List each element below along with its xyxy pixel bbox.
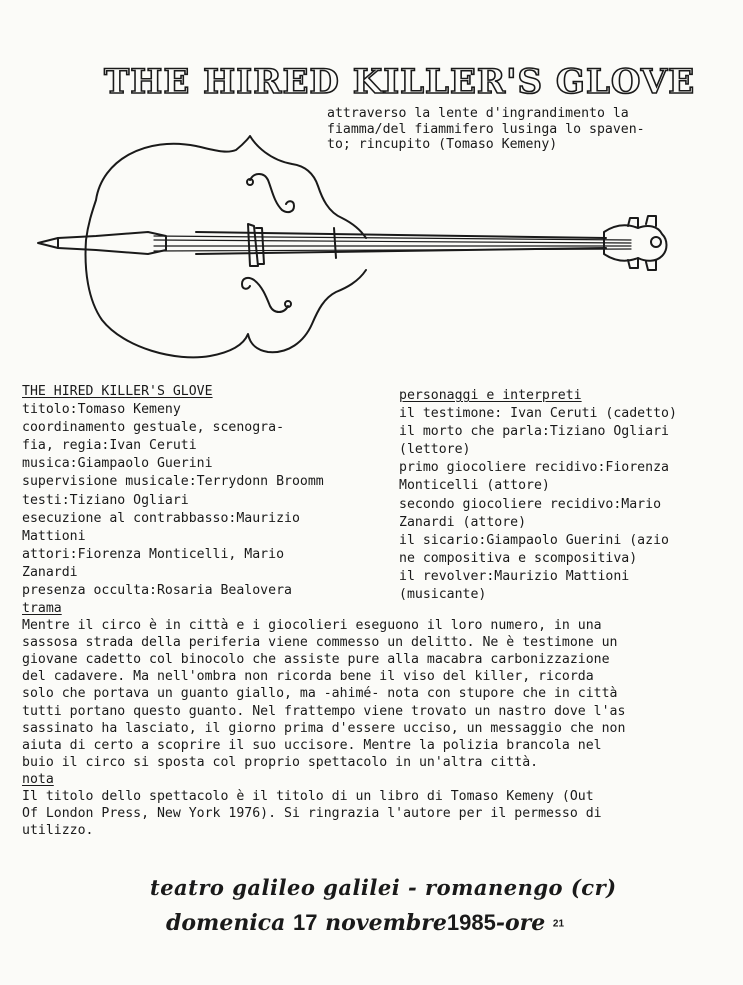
nota-heading: nota xyxy=(22,771,54,787)
cast-line: (lettore) xyxy=(399,442,471,458)
synopsis-section xyxy=(22,600,732,839)
trama-line: tutti portano questo guanto. Nel frattempo viene trovato un nastro dove l'as xyxy=(22,703,626,719)
page-title: THE HIRED KILLER'S GLOVE xyxy=(104,62,696,102)
performance-date xyxy=(166,910,564,936)
date-day: 17 xyxy=(293,910,318,935)
venue: teatro galileo galilei - romanengo (cr) xyxy=(150,875,617,900)
credits-line: fia, regia:Ivan Ceruti xyxy=(22,438,197,454)
trama-line: sassosa strada della periferia viene commesso un delitto. Ne è testimone un xyxy=(22,635,618,651)
nota-line: utilizzo. xyxy=(22,823,94,839)
trama-heading: trama xyxy=(22,601,62,616)
credits-line: presenza occulta:Rosaria Bealovera xyxy=(22,583,292,599)
cast-line: il revolver:Maurizio Mattioni xyxy=(399,568,630,584)
double-bass-illustration xyxy=(36,120,676,370)
trama-line: solo che portava un guanto giallo, ma -ahimé- nota con stupore che in città xyxy=(22,686,618,702)
trama-line: giovane cadetto col binocolo che assiste pure alla macabra carbonizzazione xyxy=(22,652,610,668)
nota-line: Il titolo dello spettacolo è il titolo di un libro di Tomaso Kemeny (Out xyxy=(22,789,594,805)
credits-line: esecuzione al contrabbasso:Maurizio xyxy=(22,510,300,526)
trama-line: buio il circo si sposta col proprio spettacolo in un'altra città. xyxy=(22,754,539,770)
date-ore-label: -ore xyxy=(495,910,546,936)
trama-line: aiuta di certo a scoprire il suo uccisore. Mentre la polizia brancola nel xyxy=(22,737,602,753)
cast-line: il testimone: Ivan Ceruti (cadetto) xyxy=(399,406,677,422)
date-hour: 21 xyxy=(552,918,565,930)
trama-line: sassinato ha lasciato, il giorno prima d'essere ucciso, un messaggio che non xyxy=(22,720,626,736)
cast-line: il morto che parla:Tiziano Ogliari xyxy=(399,424,669,440)
cast-line: secondo giocoliere recidivo:Mario xyxy=(399,496,662,512)
credits-column xyxy=(22,383,392,600)
cast-line: Zanardi (attore) xyxy=(399,514,527,530)
credits-line: attori:Fiorenza Monticelli, Mario xyxy=(22,546,285,562)
cast-line: primo giocoliere recidivo:Fiorenza xyxy=(399,460,669,476)
credits-line: Mattioni xyxy=(22,528,86,544)
credits-heading: THE HIRED KILLER'S GLOVE xyxy=(22,384,213,399)
cast-column xyxy=(399,387,739,604)
cast-line: ne compositiva e scompositiva) xyxy=(399,550,638,566)
date-year: 1985 xyxy=(446,910,496,935)
trama-line: Mentre il circo è in città e i giocolieri eseguono il loro numero, in una xyxy=(22,618,602,634)
trama-line: del cadavere. Ma nell'ombra non ricorda bene il viso del killer, ricorda xyxy=(22,669,594,685)
cast-line: il sicario:Giampaolo Guerini (azio xyxy=(399,532,669,548)
date-weekday: domenica xyxy=(166,910,286,936)
credits-line: testi:Tiziano Ogliari xyxy=(22,492,189,508)
credits-line: titolo:Tomaso Kemeny xyxy=(22,402,181,418)
epigraph-line: to; rincupito (Tomaso Kemeny) xyxy=(327,137,558,152)
credits-line: musica:Giampaolo Guerini xyxy=(22,456,213,472)
cast-line: (musicante) xyxy=(399,587,487,603)
credits-line: supervisione musicale:Terrydonn Broomm xyxy=(22,474,324,490)
credits-line: coordinamento gestuale, scenogra- xyxy=(22,420,285,436)
epigraph-line: fiamma/del fiammifero lusinga lo spaven- xyxy=(327,121,645,137)
date-month: novembre xyxy=(325,910,447,936)
nota-line: Of London Press, New York 1976). Si ringrazia l'autore per il permesso di xyxy=(22,806,602,822)
cast-heading: personaggi e interpreti xyxy=(399,388,582,403)
credits-line: Zanardi xyxy=(22,564,78,580)
epigraph-line: attraverso la lente d'ingrandimento la xyxy=(327,106,629,121)
cast-line: Monticelli (attore) xyxy=(399,478,550,494)
